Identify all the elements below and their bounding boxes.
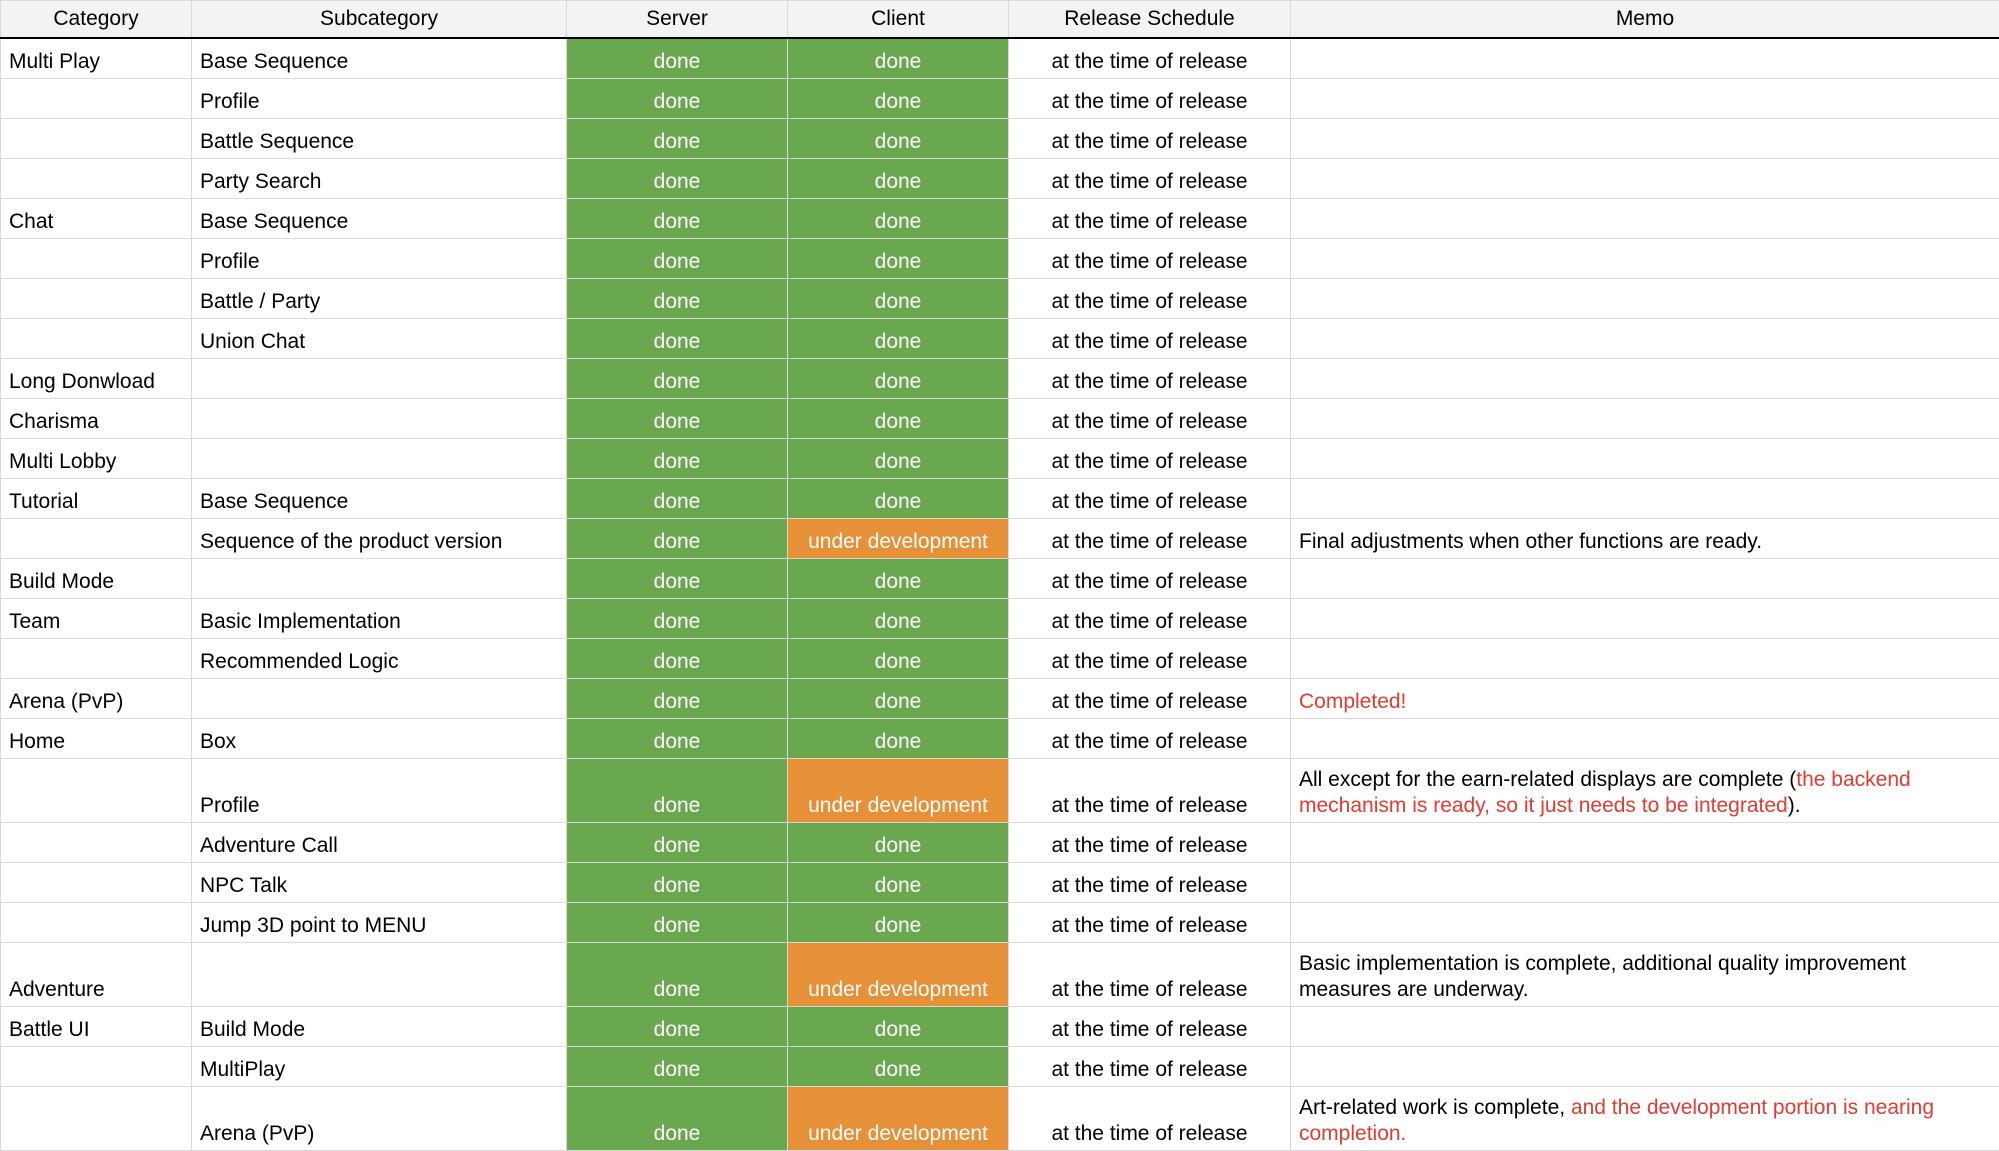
memo-highlight-text: the backend mechanism is ready, so it just needs to be integrated bbox=[1299, 768, 1911, 817]
cell-client-status[interactable]: under development bbox=[788, 943, 1009, 1007]
cell-client-status[interactable]: done bbox=[788, 903, 1009, 943]
cell-category[interactable] bbox=[1, 1087, 192, 1151]
table-row bbox=[1, 119, 1999, 159]
cell-release-schedule[interactable]: at the time of release bbox=[1009, 79, 1291, 119]
cell-client-status[interactable]: done bbox=[788, 639, 1009, 679]
table-row bbox=[1, 1087, 1999, 1151]
cell-release-schedule[interactable]: at the time of release bbox=[1009, 679, 1291, 719]
cell-memo[interactable] bbox=[1291, 319, 1999, 359]
cell-release-schedule[interactable]: at the time of release bbox=[1009, 399, 1291, 439]
table-row bbox=[1, 439, 1999, 479]
cell-release-schedule[interactable]: at the time of release bbox=[1009, 159, 1291, 199]
cell-release-schedule[interactable]: at the time of release bbox=[1009, 759, 1291, 823]
cell-memo[interactable] bbox=[1291, 679, 1999, 719]
cell-subcategory[interactable] bbox=[192, 399, 567, 439]
cell-category[interactable] bbox=[1, 903, 192, 943]
cell-subcategory[interactable]: Party Search bbox=[192, 159, 567, 199]
table-row bbox=[1, 719, 1999, 759]
cell-release-schedule[interactable]: at the time of release bbox=[1009, 903, 1291, 943]
cell-client-status[interactable]: done bbox=[788, 599, 1009, 639]
cell-subcategory[interactable]: Arena (PvP) bbox=[192, 1087, 567, 1151]
table-row bbox=[1, 159, 1999, 199]
cell-category[interactable] bbox=[1, 319, 192, 359]
cell-category[interactable] bbox=[1, 519, 192, 559]
cell-category[interactable] bbox=[1, 1047, 192, 1087]
cell-subcategory[interactable]: Base Sequence bbox=[192, 479, 567, 519]
cell-client-status[interactable]: done bbox=[788, 1007, 1009, 1047]
cell-subcategory[interactable] bbox=[192, 439, 567, 479]
cell-release-schedule[interactable]: at the time of release bbox=[1009, 559, 1291, 599]
cell-client-status[interactable]: done bbox=[788, 79, 1009, 119]
memo-text: ). bbox=[1788, 794, 1801, 817]
table-row bbox=[1, 239, 1999, 279]
table-row bbox=[1, 863, 1999, 903]
cell-client-status[interactable]: done bbox=[788, 359, 1009, 399]
header-category[interactable]: Category bbox=[1, 1, 192, 39]
cell-release-schedule[interactable]: at the time of release bbox=[1009, 239, 1291, 279]
cell-category[interactable]: Tutorial bbox=[1, 479, 192, 519]
header-memo[interactable]: Memo bbox=[1291, 1, 1999, 39]
cell-memo[interactable] bbox=[1291, 119, 1999, 159]
cell-subcategory[interactable] bbox=[192, 359, 567, 399]
table-row bbox=[1, 559, 1999, 599]
cell-category[interactable]: Battle UI bbox=[1, 1007, 192, 1047]
table-row bbox=[1, 903, 1999, 943]
cell-memo[interactable] bbox=[1291, 559, 1999, 599]
cell-release-schedule[interactable]: at the time of release bbox=[1009, 279, 1291, 319]
table-row bbox=[1, 599, 1999, 639]
memo-text: Art-related work is complete, bbox=[1299, 1096, 1571, 1119]
cell-client-status[interactable]: under development bbox=[788, 759, 1009, 823]
cell-server-status[interactable]: done bbox=[567, 943, 788, 1007]
cell-client-status[interactable]: done bbox=[788, 863, 1009, 903]
table-row bbox=[1, 823, 1999, 863]
table-row bbox=[1, 359, 1999, 399]
cell-client-status[interactable]: under development bbox=[788, 1087, 1009, 1151]
cell-release-schedule[interactable]: at the time of release bbox=[1009, 1047, 1291, 1087]
cell-memo[interactable] bbox=[1291, 519, 1999, 559]
cell-server-status[interactable]: done bbox=[567, 823, 788, 863]
cell-subcategory[interactable]: Jump 3D point to MENU bbox=[192, 903, 567, 943]
cell-category[interactable]: Team bbox=[1, 599, 192, 639]
cell-subcategory[interactable]: Box bbox=[192, 719, 567, 759]
cell-subcategory[interactable]: Profile bbox=[192, 759, 567, 823]
cell-category[interactable]: Multi Lobby bbox=[1, 439, 192, 479]
cell-server-status[interactable]: done bbox=[567, 599, 788, 639]
table-row bbox=[1, 519, 1999, 559]
cell-client-status[interactable]: done bbox=[788, 1047, 1009, 1087]
header-client[interactable]: Client bbox=[788, 1, 1009, 39]
cell-release-schedule[interactable]: at the time of release bbox=[1009, 119, 1291, 159]
cell-memo[interactable] bbox=[1291, 279, 1999, 319]
cell-client-status[interactable]: done bbox=[788, 159, 1009, 199]
cell-subcategory[interactable]: Basic Implementation bbox=[192, 599, 567, 639]
cell-server-status[interactable]: done bbox=[567, 399, 788, 439]
table-row bbox=[1, 479, 1999, 519]
cell-category[interactable] bbox=[1, 863, 192, 903]
table-row bbox=[1, 38, 1999, 79]
table-row bbox=[1, 79, 1999, 119]
table-row bbox=[1, 399, 1999, 439]
cell-server-status[interactable]: done bbox=[567, 519, 788, 559]
cell-memo[interactable] bbox=[1291, 479, 1999, 519]
cell-subcategory[interactable]: Union Chat bbox=[192, 319, 567, 359]
table-row bbox=[1, 1047, 1999, 1087]
cell-memo[interactable] bbox=[1291, 399, 1999, 439]
cell-server-status[interactable]: done bbox=[567, 863, 788, 903]
cell-release-schedule[interactable]: at the time of release bbox=[1009, 1087, 1291, 1151]
cell-memo[interactable] bbox=[1291, 159, 1999, 199]
cell-client-status[interactable]: done bbox=[788, 719, 1009, 759]
cell-server-status[interactable]: done bbox=[567, 119, 788, 159]
cell-client-status[interactable]: done bbox=[788, 199, 1009, 239]
memo-text: Final adjustments when other functions are ready. bbox=[1299, 530, 1762, 553]
cell-client-status[interactable]: done bbox=[788, 239, 1009, 279]
cell-memo[interactable] bbox=[1291, 1047, 1999, 1087]
cell-client-status[interactable]: done bbox=[788, 119, 1009, 159]
cell-release-schedule[interactable]: at the time of release bbox=[1009, 1007, 1291, 1047]
cell-category[interactable]: Chat bbox=[1, 199, 192, 239]
cell-memo[interactable] bbox=[1291, 759, 1999, 823]
memo-text: All except for the earn-related displays are complete ( bbox=[1299, 768, 1796, 791]
cell-client-status[interactable]: done bbox=[788, 439, 1009, 479]
cell-category[interactable] bbox=[1, 279, 192, 319]
cell-server-status[interactable]: done bbox=[567, 79, 788, 119]
cell-client-status[interactable]: done bbox=[788, 679, 1009, 719]
header-subcategory[interactable]: Subcategory bbox=[192, 1, 567, 39]
header-server[interactable]: Server bbox=[567, 1, 788, 39]
cell-subcategory[interactable]: Adventure Call bbox=[192, 823, 567, 863]
cell-category[interactable] bbox=[1, 159, 192, 199]
cell-subcategory[interactable]: Battle / Party bbox=[192, 279, 567, 319]
cell-server-status[interactable]: done bbox=[567, 639, 788, 679]
cell-category[interactable] bbox=[1, 759, 192, 823]
cell-memo[interactable] bbox=[1291, 38, 1999, 79]
cell-client-status[interactable]: done bbox=[788, 38, 1009, 79]
cell-subcategory[interactable] bbox=[192, 559, 567, 599]
cell-client-status[interactable]: done bbox=[788, 823, 1009, 863]
cell-server-status[interactable]: done bbox=[567, 439, 788, 479]
cell-subcategory[interactable]: Sequence of the product version bbox=[192, 519, 567, 559]
cell-memo[interactable] bbox=[1291, 719, 1999, 759]
header-release-schedule[interactable]: Release Schedule bbox=[1009, 1, 1291, 39]
cell-memo[interactable] bbox=[1291, 903, 1999, 943]
cell-category[interactable]: Home bbox=[1, 719, 192, 759]
cell-release-schedule[interactable]: at the time of release bbox=[1009, 599, 1291, 639]
cell-client-status[interactable]: done bbox=[788, 559, 1009, 599]
cell-memo[interactable] bbox=[1291, 599, 1999, 639]
cell-subcategory[interactable]: Base Sequence bbox=[192, 38, 567, 79]
cell-release-schedule[interactable]: at the time of release bbox=[1009, 359, 1291, 399]
cell-server-status[interactable]: done bbox=[567, 1087, 788, 1151]
cell-subcategory[interactable]: Battle Sequence bbox=[192, 119, 567, 159]
cell-server-status[interactable]: done bbox=[567, 479, 788, 519]
table-row bbox=[1, 943, 1999, 1007]
cell-client-status[interactable]: under development bbox=[788, 519, 1009, 559]
cell-subcategory[interactable]: Profile bbox=[192, 79, 567, 119]
cell-release-schedule[interactable]: at the time of release bbox=[1009, 639, 1291, 679]
cell-server-status[interactable]: done bbox=[567, 159, 788, 199]
cell-memo[interactable] bbox=[1291, 943, 1999, 1007]
cell-server-status[interactable]: done bbox=[567, 559, 788, 599]
cell-server-status[interactable]: done bbox=[567, 319, 788, 359]
cell-release-schedule[interactable]: at the time of release bbox=[1009, 863, 1291, 903]
cell-release-schedule[interactable]: at the time of release bbox=[1009, 38, 1291, 79]
cell-memo[interactable] bbox=[1291, 199, 1999, 239]
cell-memo[interactable] bbox=[1291, 79, 1999, 119]
cell-category[interactable]: Charisma bbox=[1, 399, 192, 439]
cell-server-status[interactable]: done bbox=[567, 759, 788, 823]
cell-release-schedule[interactable]: at the time of release bbox=[1009, 439, 1291, 479]
cell-server-status[interactable]: done bbox=[567, 1047, 788, 1087]
cell-client-status[interactable]: done bbox=[788, 479, 1009, 519]
cell-client-status[interactable]: done bbox=[788, 319, 1009, 359]
cell-server-status[interactable]: done bbox=[567, 1007, 788, 1047]
cell-subcategory[interactable]: Profile bbox=[192, 239, 567, 279]
memo-text: Basic implementation is complete, additional quality improvement measures are underway. bbox=[1299, 952, 1906, 1001]
cell-subcategory[interactable]: Base Sequence bbox=[192, 199, 567, 239]
cell-category[interactable] bbox=[1, 823, 192, 863]
cell-memo[interactable] bbox=[1291, 439, 1999, 479]
cell-release-schedule[interactable]: at the time of release bbox=[1009, 943, 1291, 1007]
cell-release-schedule[interactable]: at the time of release bbox=[1009, 319, 1291, 359]
cell-memo[interactable] bbox=[1291, 359, 1999, 399]
cell-server-status[interactable]: done bbox=[567, 199, 788, 239]
cell-release-schedule[interactable]: at the time of release bbox=[1009, 519, 1291, 559]
cell-memo[interactable] bbox=[1291, 1007, 1999, 1047]
cell-category[interactable] bbox=[1, 639, 192, 679]
cell-memo[interactable] bbox=[1291, 639, 1999, 679]
cell-category[interactable]: Multi Play bbox=[1, 38, 192, 79]
cell-release-schedule[interactable]: at the time of release bbox=[1009, 199, 1291, 239]
table-row bbox=[1, 679, 1999, 719]
cell-category[interactable]: Build Mode bbox=[1, 559, 192, 599]
cell-server-status[interactable]: done bbox=[567, 903, 788, 943]
cell-subcategory[interactable] bbox=[192, 679, 567, 719]
table-body bbox=[1, 38, 1999, 1151]
cell-subcategory[interactable]: Build Mode bbox=[192, 1007, 567, 1047]
table-row bbox=[1, 319, 1999, 359]
cell-subcategory[interactable] bbox=[192, 943, 567, 1007]
cell-server-status[interactable]: done bbox=[567, 279, 788, 319]
cell-release-schedule[interactable]: at the time of release bbox=[1009, 479, 1291, 519]
cell-server-status[interactable]: done bbox=[567, 38, 788, 79]
table-row bbox=[1, 1007, 1999, 1047]
cell-category[interactable] bbox=[1, 239, 192, 279]
cell-memo[interactable] bbox=[1291, 1087, 1999, 1151]
cell-client-status[interactable]: done bbox=[788, 279, 1009, 319]
cell-category[interactable] bbox=[1, 79, 192, 119]
cell-memo[interactable] bbox=[1291, 823, 1999, 863]
cell-memo[interactable] bbox=[1291, 863, 1999, 903]
cell-subcategory[interactable]: NPC Talk bbox=[192, 863, 567, 903]
cell-category[interactable]: Adventure bbox=[1, 943, 192, 1007]
cell-subcategory[interactable]: MultiPlay bbox=[192, 1047, 567, 1087]
table-row bbox=[1, 279, 1999, 319]
cell-server-status[interactable]: done bbox=[567, 679, 788, 719]
cell-server-status[interactable]: done bbox=[567, 359, 788, 399]
memo-highlight-text: and the development portion is nearing completion. bbox=[1299, 1096, 1934, 1145]
cell-memo[interactable] bbox=[1291, 239, 1999, 279]
table-row bbox=[1, 639, 1999, 679]
cell-server-status[interactable]: done bbox=[567, 239, 788, 279]
table-row bbox=[1, 759, 1999, 823]
cell-server-status[interactable]: done bbox=[567, 719, 788, 759]
table-row bbox=[1, 199, 1999, 239]
cell-category[interactable]: Long Donwload bbox=[1, 359, 192, 399]
cell-release-schedule[interactable]: at the time of release bbox=[1009, 719, 1291, 759]
cell-release-schedule[interactable]: at the time of release bbox=[1009, 823, 1291, 863]
cell-subcategory[interactable]: Recommended Logic bbox=[192, 639, 567, 679]
cell-category[interactable] bbox=[1, 119, 192, 159]
memo-highlight-text: Completed! bbox=[1299, 690, 1406, 713]
cell-client-status[interactable]: done bbox=[788, 399, 1009, 439]
cell-category[interactable]: Arena (PvP) bbox=[1, 679, 192, 719]
header-row bbox=[1, 1, 1999, 39]
